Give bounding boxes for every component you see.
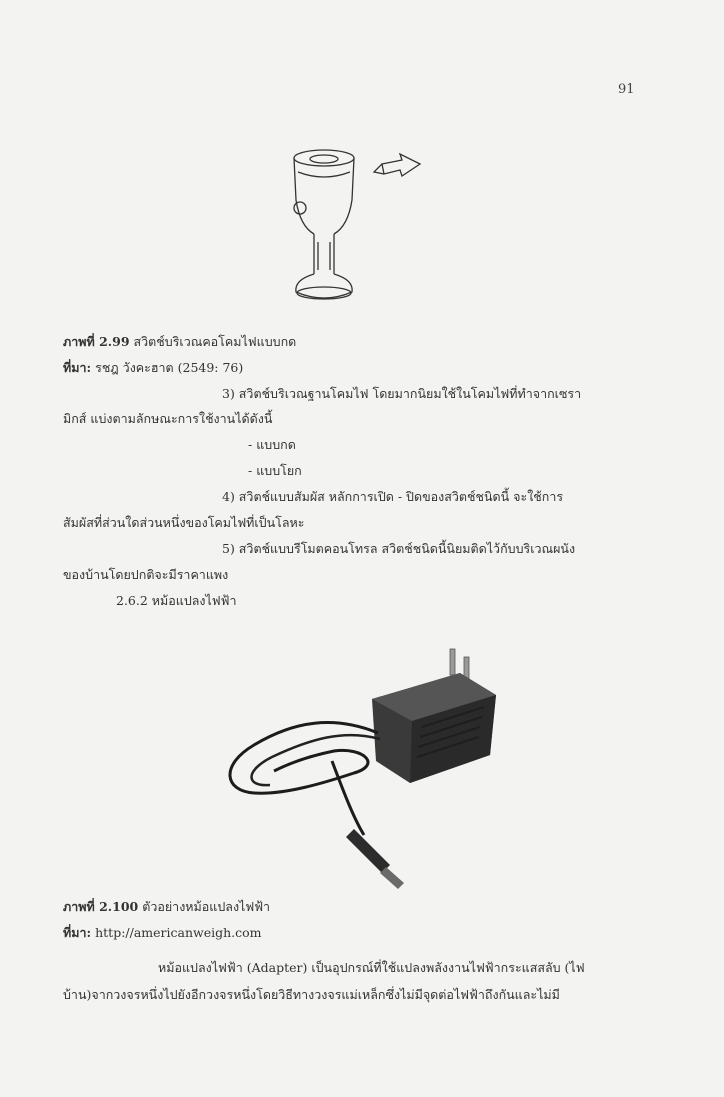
figure-caption [63, 897, 270, 917]
figure-source-label: ที่มา: [63, 925, 92, 940]
figure-source-text: รชฎ วังคะฮาต (2549: 76) [95, 360, 244, 375]
section-heading: 2.6.2 หม้อแปลงไฟฟ้า [116, 593, 237, 608]
figure-caption [63, 332, 296, 352]
figure-caption-label: ภาพที่ 2.100 [63, 899, 139, 914]
paragraph-line: 5) สวิตช์แบบรีโมตคอนโทรล สวิตช์ชนิดนี้นิยมติดไว้กับบริเวณผนัง [222, 541, 576, 556]
list-item: - แบบโยก [248, 463, 302, 478]
paragraph-line: หม้อแปลงไฟฟ้า (Adapter) เป็นอุปกรณ์ที่ใช้แปลงพลังงานไฟฟ้ากระแสสลับ (ไฟ [158, 960, 585, 975]
paragraph-line: 3) สวิตช์บริเวณฐานโคมไฟ โดยมากนิยมใช้ในโคมไฟที่ทำจากเซรา [222, 386, 582, 401]
lamp-socket-switch-illustration [284, 142, 434, 314]
paragraph-line: สัมผัสที่ส่วนใดส่วนหนึ่งของโคมไฟที่เป็นโลหะ [63, 515, 305, 530]
power-adapter-photo [214, 643, 500, 891]
figure-source [63, 358, 243, 378]
paragraph-line: บ้าน)จากวงจรหนึ่งไปยังอีกวงจรหนึ่งโดยวิธีทางวงจรแม่เหล็กซึ่งไม่มีจุดต่อไฟฟ้าถึงกันและไม่มี [63, 987, 560, 1002]
figure-caption-label: ภาพที่ 2.99 [63, 334, 130, 349]
figure-caption-text: สวิตช์บริเวณคอโคมไฟแบบกด [133, 334, 297, 349]
list-item: - แบบกด [248, 437, 296, 452]
figure-source-label: ที่มา: [63, 360, 92, 375]
figure-caption-text: ตัวอย่างหม้อแปลงไฟฟ้า [142, 899, 271, 914]
paragraph-line: 4) สวิตช์แบบสัมผัส หลักการเปิด - ปิดของสวิตช์ชนิดนี้ จะใช้การ [222, 489, 564, 504]
figure-source [63, 923, 262, 943]
paragraph-line: ของบ้านโดยปกติจะมีราคาแพง [63, 567, 229, 582]
page-number: 91 [618, 82, 635, 97]
paragraph-line: มิกส์ แบ่งตามลักษณะการใช้งานได้ดังนี้ [63, 411, 273, 426]
figure-source-text: http://americanweigh.com [95, 925, 262, 940]
